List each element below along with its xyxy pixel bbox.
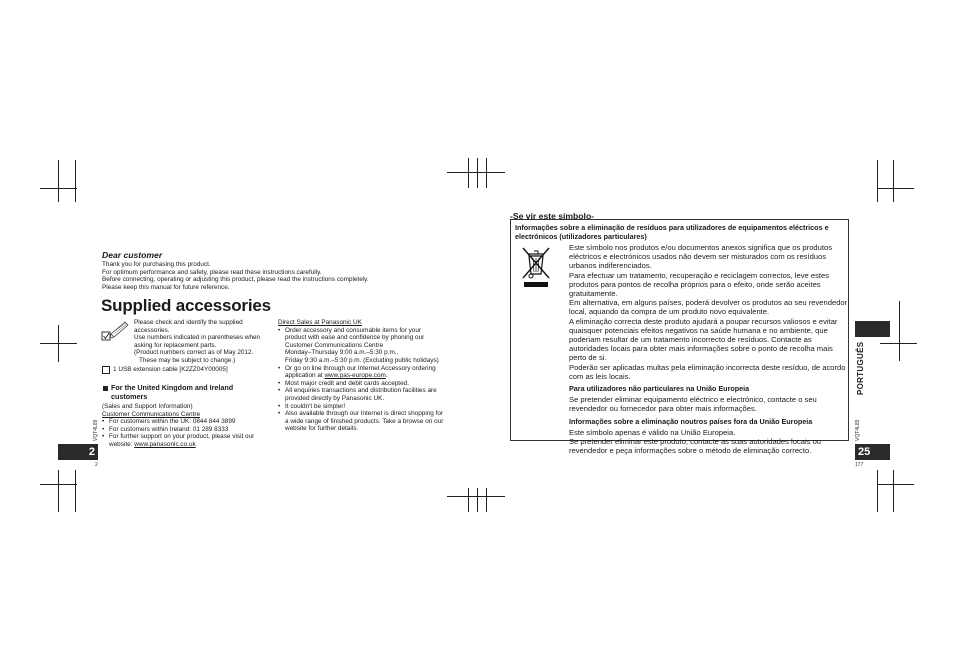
list-item: • All enquiries transactions and distribution facilities are provided directly by Panasonic UK. xyxy=(278,387,448,402)
non-eu-line: Se pretender eliminar este produto, contacte as suas autoridades locais ou revendedor e peça informações sobre o método de eliminação correcto. xyxy=(569,437,822,456)
check-line: asking for replacement parts. xyxy=(134,341,217,349)
disposal-paragraph: Para efectuar um tratamento, recuperação e reciclagem correctos, leve estes produtos para pontos de recolha próprios para o efeito, onde serão aceites gratuitamente. xyxy=(569,270,829,299)
direct-line: Friday 9:30 a.m.–5:30 p.m. (Excluding public holidays) xyxy=(285,356,439,364)
eu-subheading: Para utilizadores não particulares na União Europeia xyxy=(569,384,750,394)
direct-line: • Or go on line through our Internet Accessory ordering xyxy=(285,364,436,372)
check-instructions xyxy=(134,319,270,365)
small-page-number-left: 2 xyxy=(95,462,98,468)
uk-customers-heading xyxy=(103,384,263,401)
square-bullet-icon xyxy=(103,386,108,391)
direct-line: • Order accessory and consumable items for your xyxy=(285,326,422,334)
list-item xyxy=(102,433,272,448)
disposal-text xyxy=(569,243,849,455)
document-code-left: VQT4L89 xyxy=(93,419,99,441)
uk-heading-line2: customers xyxy=(111,391,148,401)
uk-heading-line1: For the United Kingdom and Ireland xyxy=(111,383,234,392)
support-label: (Sales and Support Information) xyxy=(102,403,193,410)
disposal-info-box xyxy=(510,219,849,456)
crossed-out-wheelie-bin-icon xyxy=(519,246,553,290)
list-item: • Also available through our Internet is direct shopping for a wide range of finished products. Take a browse on our website for further details. xyxy=(278,410,448,433)
document-code-right: VQT4L89 xyxy=(855,419,861,441)
usb-item-label: 1 USB extension cable [K2ZZ04Y00005] xyxy=(113,366,228,374)
check-line: Please check and identify the supplied xyxy=(134,319,243,326)
list-item: • For customers within the UK: 0844 844 3899 xyxy=(102,418,272,426)
check-line: Use numbers indicated in parentheses when xyxy=(134,334,261,342)
page-number: 25 xyxy=(858,446,871,458)
disposal-paragraph: A eliminação correcta deste produto ajudará a poupar recursos valiosos e evitar quaisquer potenciais efeitos negativos na saúde humana e no ambiente, que poderiam resultar de um tratamento incorrecto de resíduos. Contacte as autoridades locais para obter mais informações sobre o ponto de recolha mais perto de si. xyxy=(569,316,838,363)
list-item: • It couldn't be simpler! xyxy=(278,403,448,411)
language-marker-tab xyxy=(855,321,890,337)
pas-europe-link[interactable]: www.pas-europe.com xyxy=(324,372,386,380)
check-line: accessories. xyxy=(134,326,170,334)
website-link[interactable]: www.panasonic.co.uk xyxy=(134,440,196,448)
direct-line: Customer Communications Centre xyxy=(285,341,384,349)
direct-line: Monday–Thursday 9:00 a.m.–5:30 p.m., xyxy=(285,349,399,357)
list-item: • Most major credit and debit cards accepted. xyxy=(278,380,448,388)
list-item: • For customers within Ireland: 01 289 8333 xyxy=(102,426,272,434)
usb-accessory-item xyxy=(102,366,302,374)
non-eu-line: Este símbolo apenas é válido na União Europeia. xyxy=(569,427,736,437)
check-line: (Product numbers correct as of May 2012. xyxy=(134,349,254,357)
disposal-box-title: Informações sobre a eliminação de resíduos para utilizadores de equipamentos eléctricos e electrónicos (utilizadores particulares) xyxy=(515,223,829,242)
page-number: 2 xyxy=(88,446,95,458)
se-vir-heading: -Se vir este símbolo- xyxy=(510,211,595,221)
centre-label: Customer Communications Centre xyxy=(102,410,201,418)
dear-customer-title: Dear customer xyxy=(102,250,163,260)
list-item xyxy=(278,327,448,365)
disposal-paragraph: Este símbolo nos produtos e/ou documentos anexos significa que os produtos eléctricos e electrónicos usados não devem ser misturados com os resíduos urbanos indiferenciados. xyxy=(569,243,832,271)
direct-suffix: . xyxy=(385,372,388,380)
small-page-number-right: 177 xyxy=(855,462,864,468)
uk-support-info xyxy=(102,403,272,449)
checklist-pencil-icon xyxy=(101,320,131,344)
dear-line: For optimum performance and safety, please read these instructions carefully. xyxy=(102,268,322,276)
non-eu-subheading: Informações sobre a eliminação noutros países fora da União Europeia xyxy=(569,416,813,426)
dear-customer-text xyxy=(102,261,402,291)
list-item xyxy=(278,365,448,380)
uk-bullet-list xyxy=(102,418,272,448)
direct-sales-section xyxy=(278,319,448,433)
disposal-paragraph: Poderão ser aplicadas multas pela eliminação incorrecta deste resíduo, de acordo com as leis locais. xyxy=(569,362,846,381)
checkbox-square-icon xyxy=(102,366,110,374)
direct-line: product with ease and confidence by phoning our xyxy=(285,334,425,342)
dear-line: Thank you for purchasing this product. xyxy=(102,261,211,268)
language-label: PORTUGUÊS xyxy=(856,341,865,395)
direct-bullet-list xyxy=(278,327,448,433)
website-prefix: website: xyxy=(109,440,135,448)
direct-sales-heading: Direct Sales at Panasonic UK xyxy=(278,319,362,326)
page-number-tab-left xyxy=(58,444,98,460)
dear-line: Before connecting, operating or adjusting this product, please read the instructions completely. xyxy=(102,276,369,284)
disposal-paragraph: Em alternativa, em alguns países, poderá devolver os produtos ao seu revendedor local, aquando da compra de um produto novo equivalente. xyxy=(569,298,848,317)
supplied-accessories-heading: Supplied accessories xyxy=(101,296,271,315)
direct-prefix: application at xyxy=(285,372,325,380)
eu-text: Se pretender eliminar equipamento eléctrico e electrónico, contacte o seu revendedor ou fornecedor para obter mais informações. xyxy=(569,395,817,414)
check-line: These may be subject to change.) xyxy=(139,356,236,364)
page-number-tab-right xyxy=(855,444,890,460)
uk-bullet-text: For further support on your product, please visit our xyxy=(109,433,255,441)
dear-line: Please keep this manual for future reference. xyxy=(102,283,230,291)
